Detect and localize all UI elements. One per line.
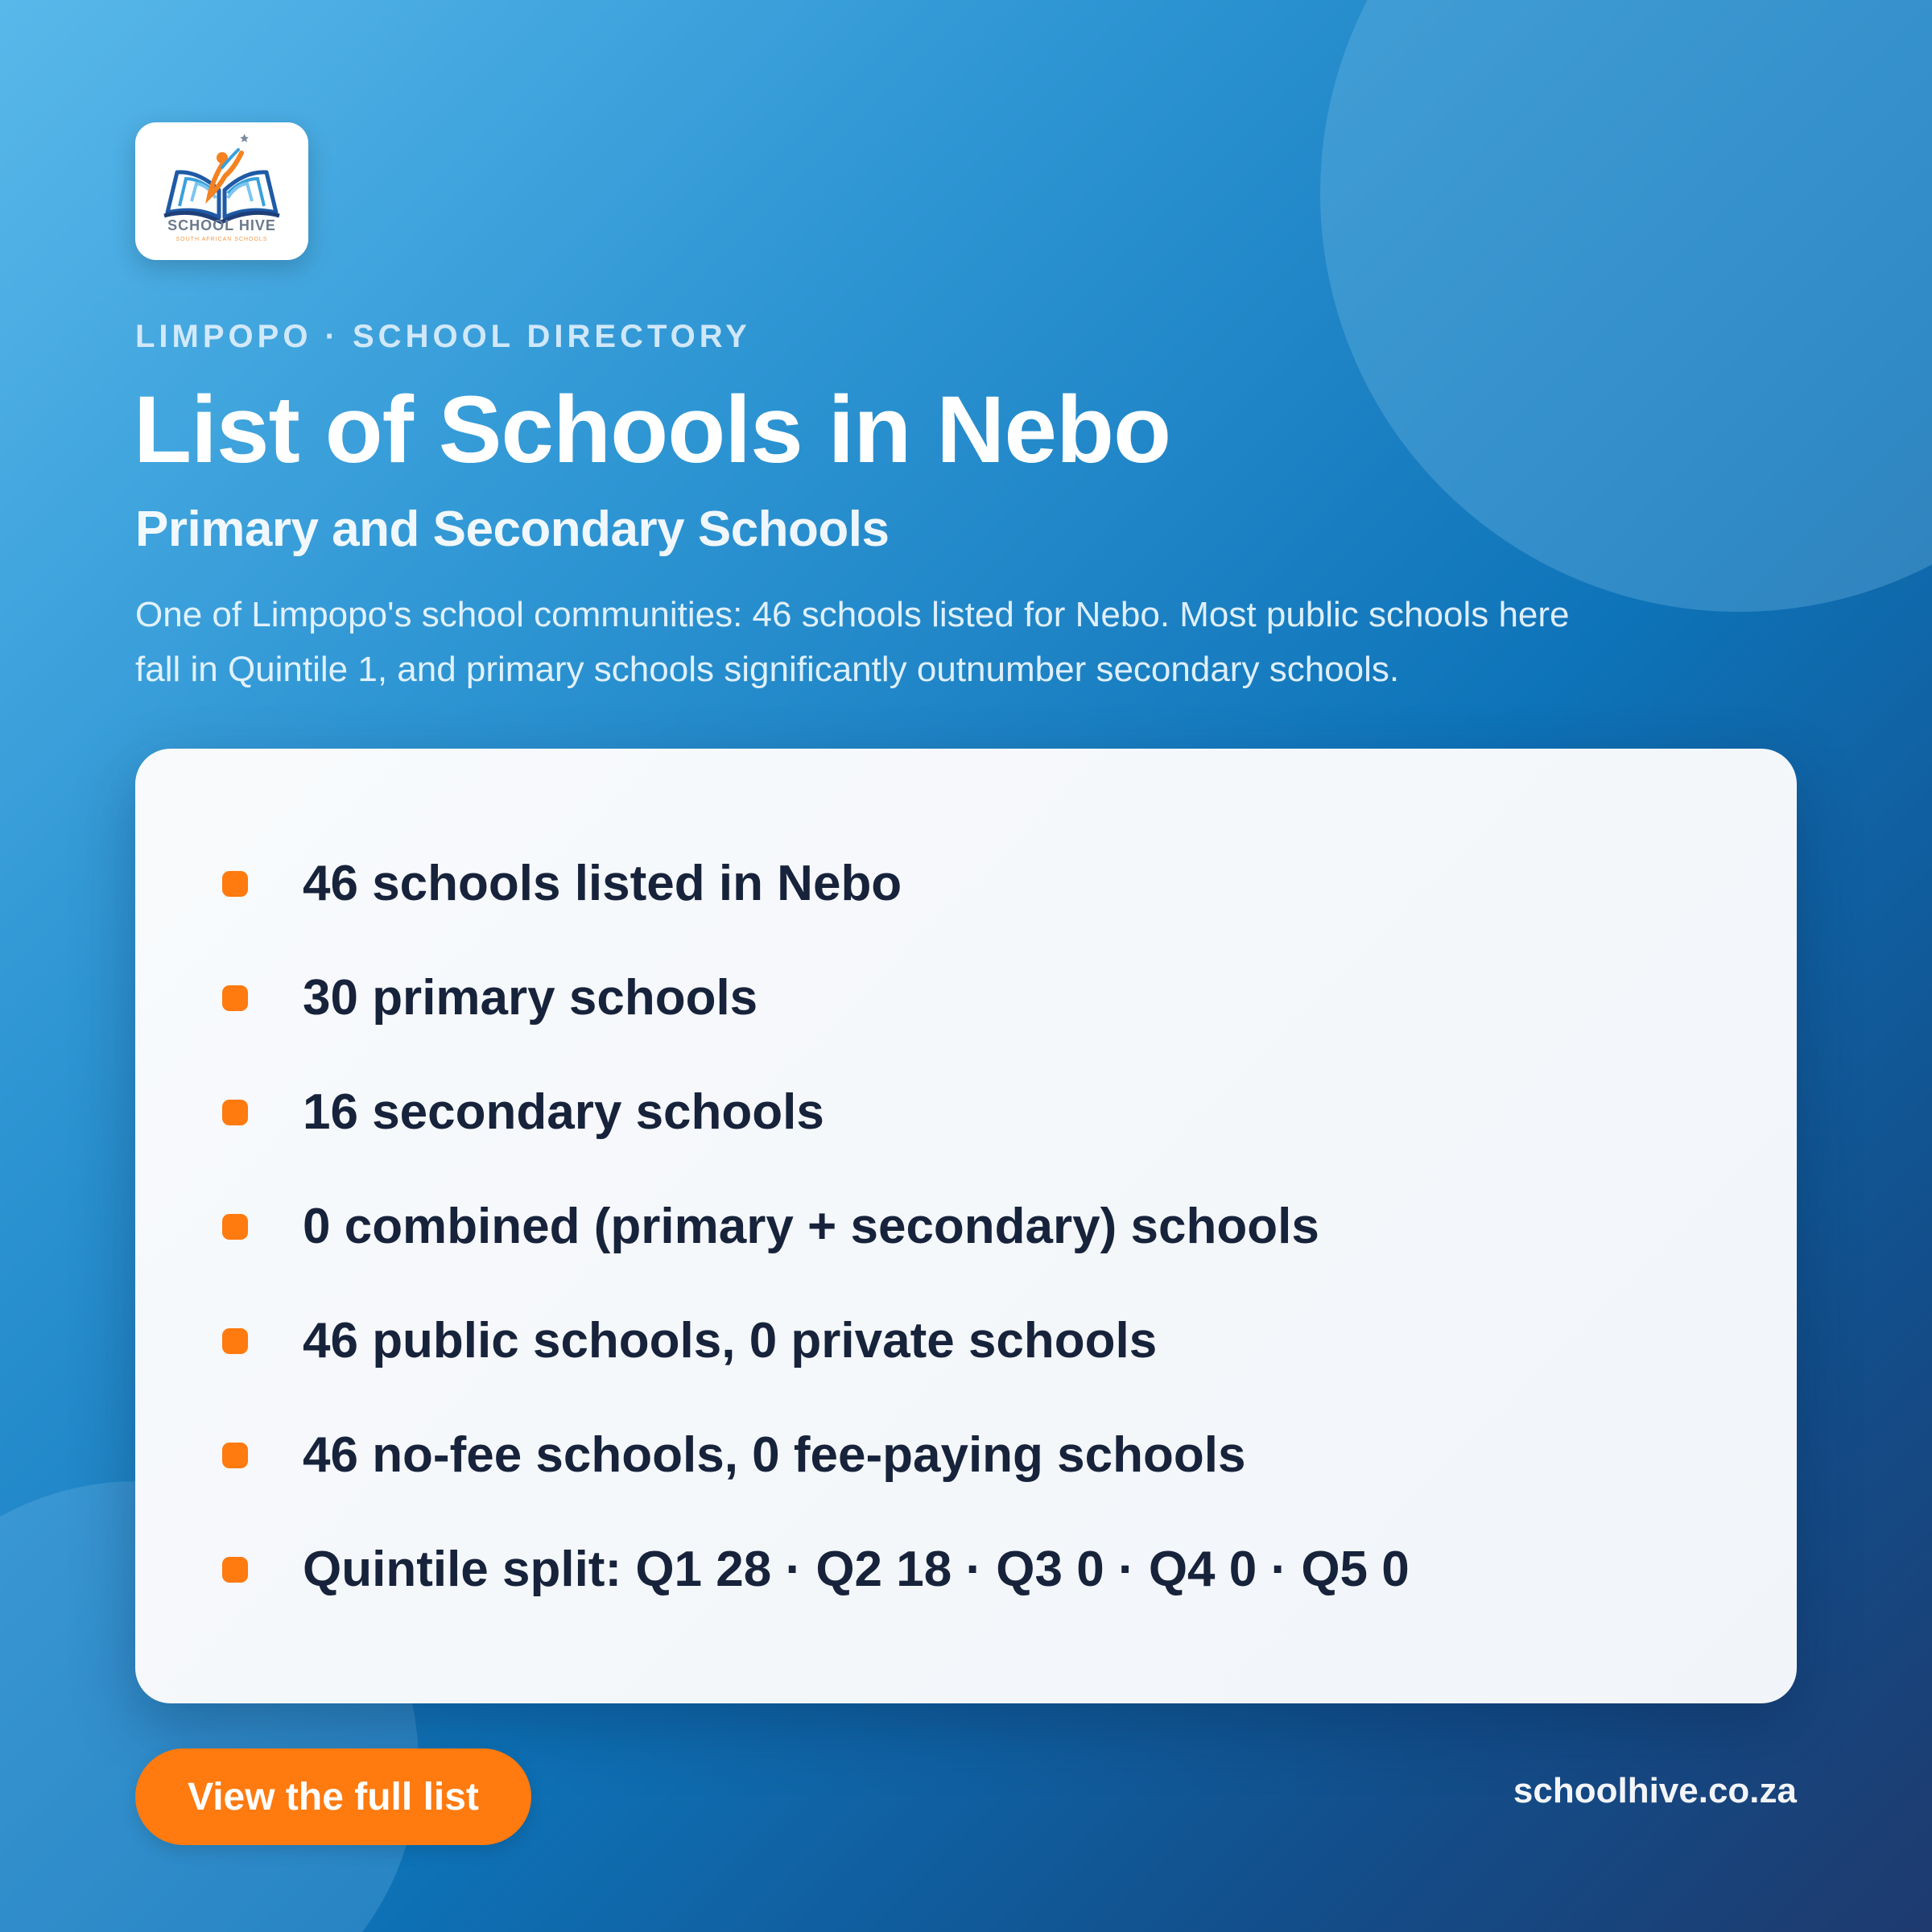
list-item — [222, 1539, 1410, 1653]
bullet-icon — [222, 985, 248, 1011]
bullet-icon — [222, 871, 248, 897]
bullet-icon — [222, 1557, 248, 1583]
page-title: List of Schools in Nebo — [134, 377, 1171, 483]
site-url: schoolhive.co.za — [1513, 1771, 1797, 1810]
fact-text: 16 secondary schools — [303, 1084, 824, 1140]
fact-text: 46 public schools, 0 private schools — [303, 1313, 1158, 1368]
bullet-icon — [222, 1214, 248, 1240]
logo-tagline: SOUTH AFRICAN SCHOOLS — [175, 237, 268, 242]
decorative-circle-top-right — [1320, 0, 1932, 612]
bullet-icon — [222, 1100, 248, 1125]
bullet-icon — [222, 1328, 248, 1354]
list-item — [222, 1311, 1410, 1425]
school-hive-logo — [135, 122, 308, 260]
fact-text: 0 combined (primary + secondary) schools — [303, 1199, 1319, 1254]
facts-card — [135, 749, 1797, 1703]
list-item — [222, 1082, 1410, 1196]
list-item — [222, 1196, 1410, 1311]
fact-text: 46 no-fee schools, 0 fee-paying schools — [303, 1427, 1246, 1483]
bullet-icon — [222, 1443, 248, 1468]
page-subtitle: Primary and Secondary Schools — [135, 502, 890, 557]
fact-text: Quintile split: Q1 28 · Q2 18 · Q3 0 · Q4 0 · Q5 0 — [303, 1542, 1410, 1597]
intro-paragraph: One of Limpopo's school communities: 46 schools listed for Nebo. Most public schools here fall in Quintile 1, and primary schools significantly outnumber secondary schools. — [135, 595, 1570, 689]
eyebrow-label: LIMPOPO · SCHOOL DIRECTORY — [135, 319, 751, 354]
facts-list — [222, 853, 1410, 1653]
fact-text: 46 schools listed in Nebo — [303, 856, 902, 911]
logo-wordmark: SCHOOL HIVE — [167, 217, 276, 233]
list-item — [222, 853, 1410, 968]
fact-text: 30 primary schools — [303, 970, 758, 1026]
view-full-list-button[interactable]: View the full list — [135, 1748, 531, 1845]
list-item — [222, 968, 1410, 1082]
list-item — [222, 1425, 1410, 1539]
